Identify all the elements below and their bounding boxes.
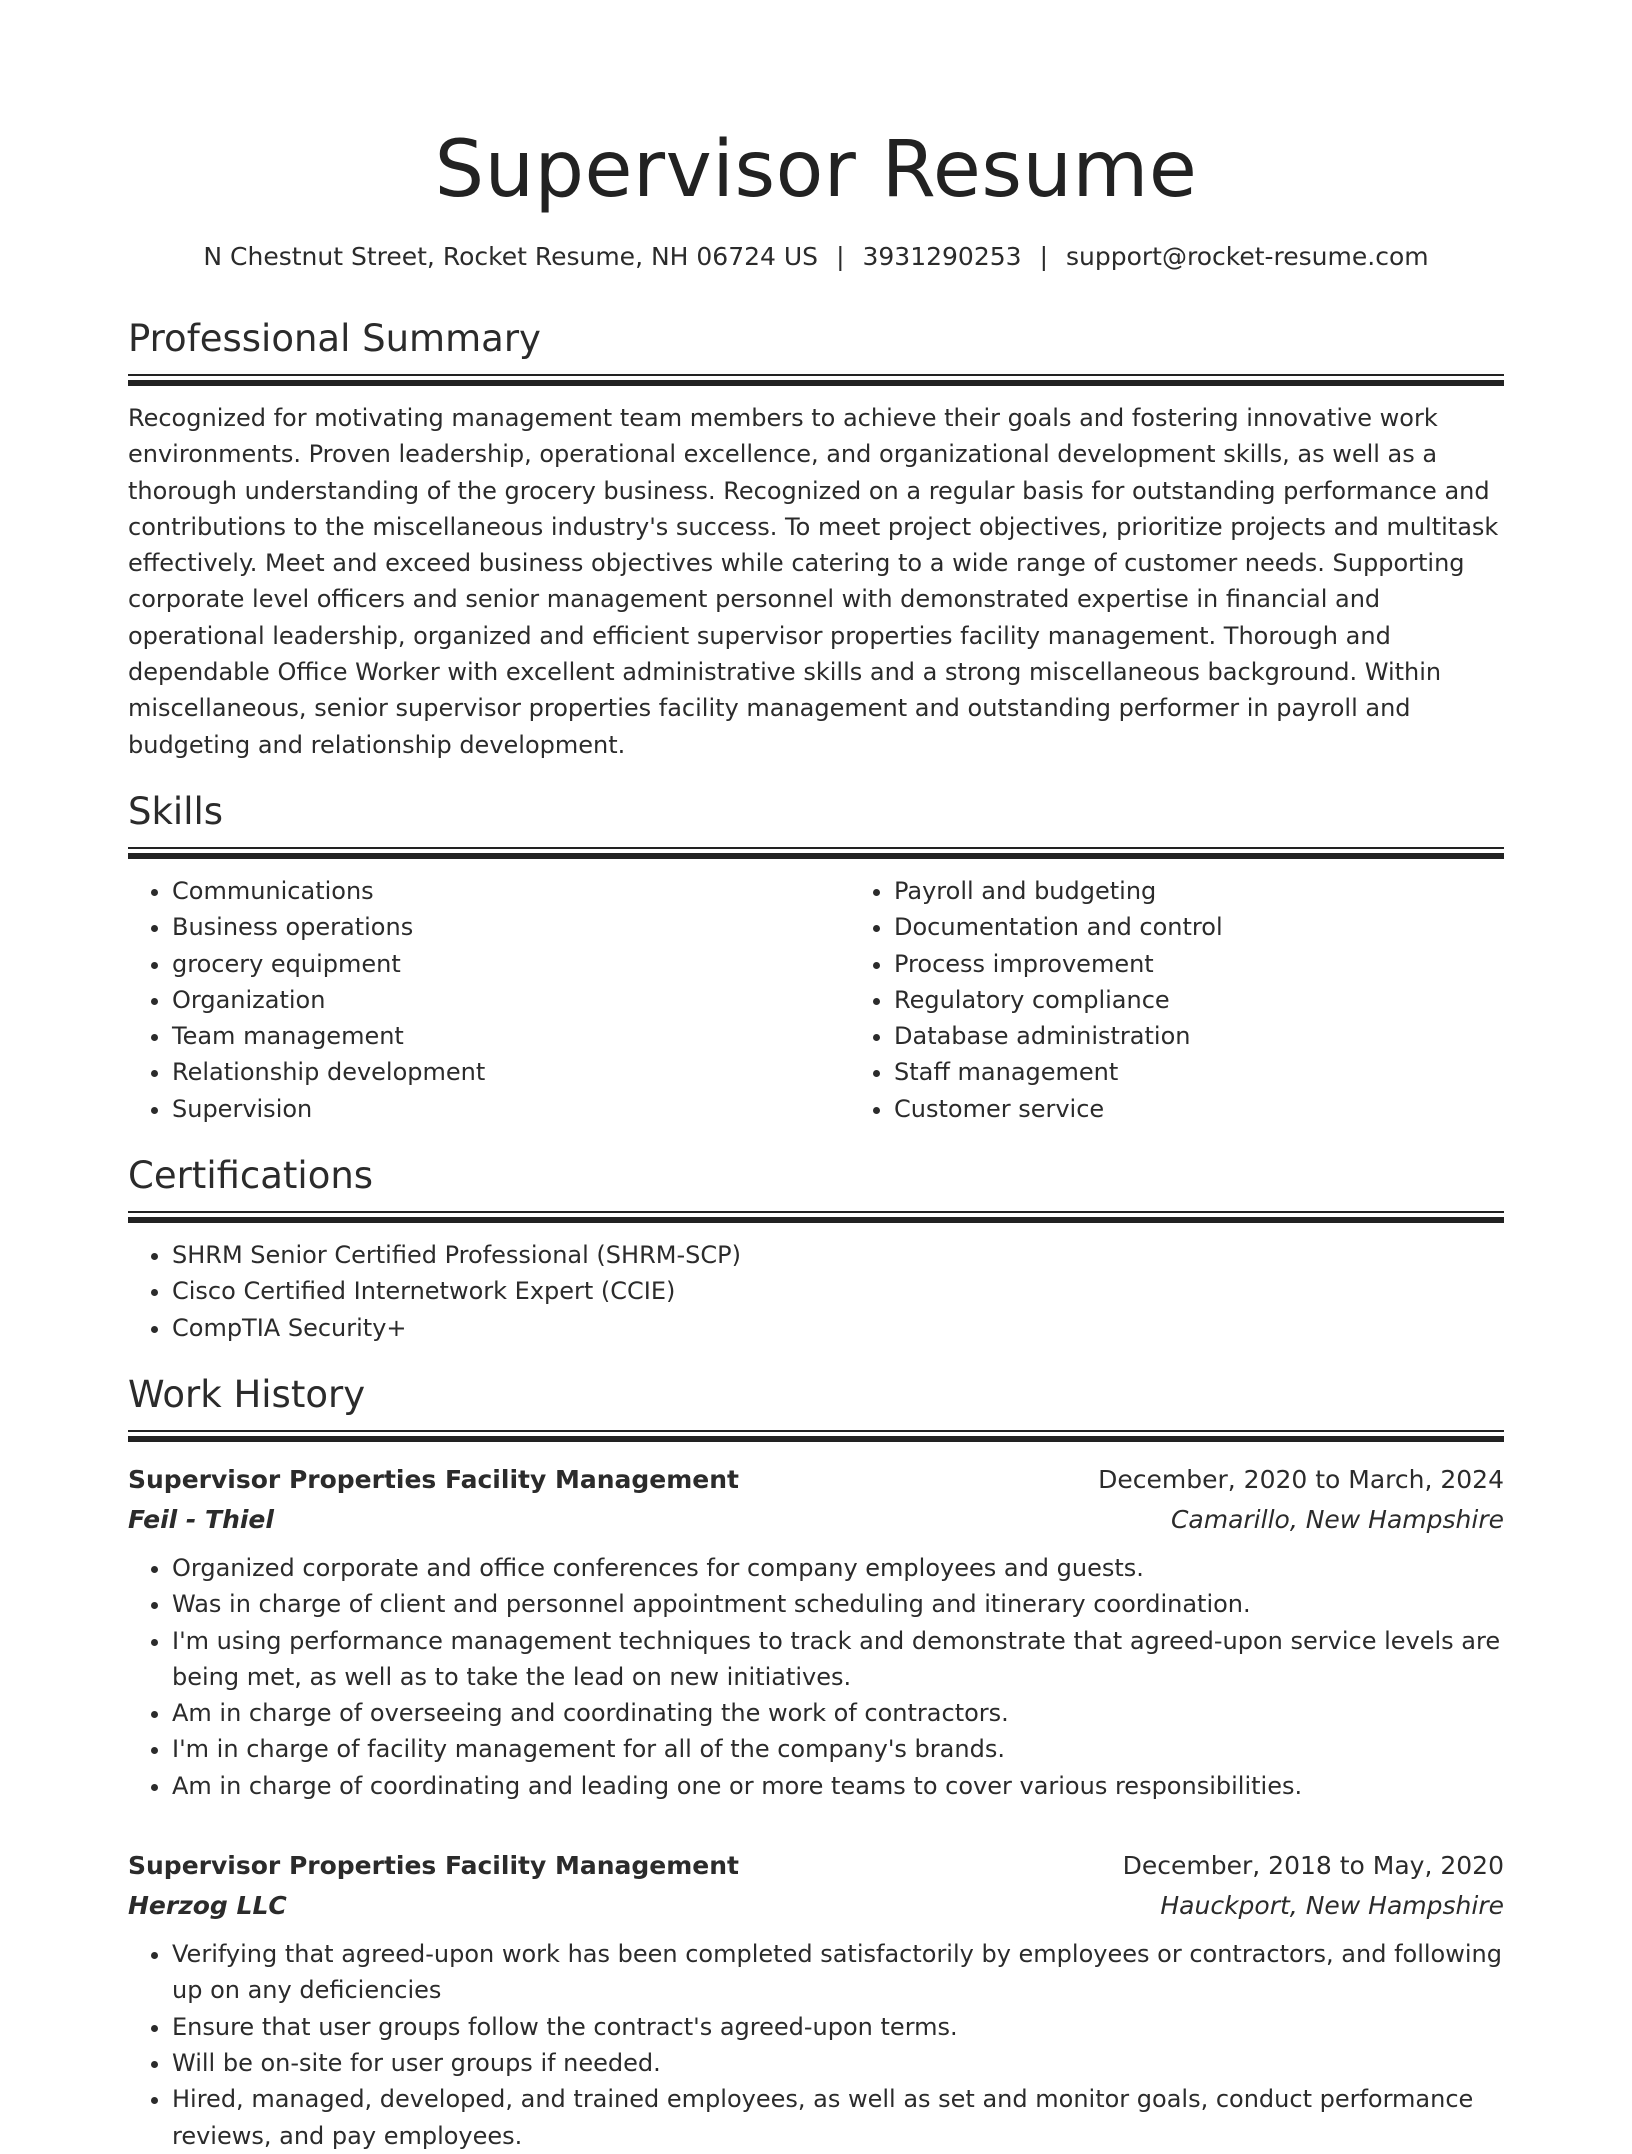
section-divider — [128, 1211, 1504, 1223]
contact-line — [128, 240, 1504, 274]
list-item: • Staff management — [894, 1054, 1504, 1090]
page-title: Supervisor Resume — [434, 125, 1198, 215]
summary-section — [128, 316, 1504, 763]
list-item: • Documentation and control — [894, 909, 1504, 945]
skills-list-left — [128, 873, 850, 1127]
list-item: • CompTIA Security+ — [172, 1310, 1504, 1346]
section-title-work-history: Work History — [128, 1372, 366, 1416]
list-item: • Business operations — [172, 909, 850, 945]
section-divider — [128, 1430, 1504, 1442]
job-dates: December, 2020 to March, 2024 — [1098, 1464, 1504, 1494]
section-title-skills: Skills — [128, 789, 224, 833]
list-item: • Payroll and budgeting — [894, 873, 1504, 909]
phone: 3931290253 — [862, 242, 1022, 271]
job-dates: December, 2018 to May, 2020 — [1122, 1851, 1504, 1881]
job-subheader — [128, 1886, 1504, 1926]
list-item: • Am in charge of overseeing and coordinating the work of contractors. — [172, 1695, 1504, 1731]
list-item: • Will be on-site for user groups if needed. — [172, 2045, 1504, 2081]
separator: | — [1039, 242, 1048, 271]
skills-list-right — [850, 873, 1504, 1127]
job-header — [128, 1460, 1504, 1500]
list-item: • Was in charge of client and personnel appointment scheduling and itinerary coordination. — [172, 1586, 1504, 1622]
job-bullets — [128, 1936, 1504, 2154]
list-item: • Regulatory compliance — [894, 982, 1504, 1018]
job-company: Feil - Thiel — [128, 1504, 274, 1534]
skills-grid — [128, 873, 1504, 1127]
list-item: • Am in charge of coordinating and leading one or more teams to cover various responsibilities. — [172, 1768, 1504, 1804]
list-item: • Supervision — [172, 1091, 850, 1127]
summary-text: Recognized for motivating management team members to achieve their goals and fostering innovative work environments. Proven leadership, operational excellence, and organizational development skills, as well as a thorough understanding of the grocery business. Recognized on a regular basis for outstanding performance and contributions to the miscellaneous industry's success. To meet project objectives, prioritize projects and multitask effectively. Meet and exceed business objectives while catering to a wide range of customer needs. Supporting corporate level officers and senior management personnel with demonstrated expertise in financial and operational leadership, organized and efficient supervisor properties facility management. Thorough and dependable Office Worker with excellent administrative skills and a strong miscellaneous background. Within miscellaneous, senior supervisor properties facility management and outstanding performer in payroll and budgeting and relationship development. — [128, 404, 1499, 759]
skills-section — [128, 789, 1504, 1127]
list-item: • Verifying that agreed-upon work has been completed satisfactorily by employees or contractors, and following up on any deficiencies — [172, 1936, 1504, 2009]
list-item: • Process improvement — [894, 946, 1504, 982]
list-item: • grocery equipment — [172, 946, 850, 982]
email: support@rocket-resume.com — [1066, 242, 1429, 271]
list-item: • Database administration — [894, 1018, 1504, 1054]
job-company: Herzog LLC — [128, 1891, 287, 1921]
section-divider — [128, 374, 1504, 386]
section-title-certifications: Certifications — [128, 1154, 374, 1198]
job-header — [128, 1846, 1504, 1886]
list-item: • I'm in charge of facility management for all of the company's brands. — [172, 1731, 1504, 1767]
list-item: • I'm using performance management techniques to track and demonstrate that agreed-upon service levels are being met, as well as to take the lead on new initiatives. — [172, 1623, 1504, 1696]
job-title: Supervisor Properties Facility Management — [128, 1464, 739, 1494]
certifications-list — [128, 1237, 1504, 1346]
certifications-section — [128, 1153, 1504, 1346]
job-bullets — [128, 1550, 1504, 1804]
job-location: Hauckport, New Hampshire — [1160, 1891, 1504, 1921]
list-item: • Relationship development — [172, 1054, 850, 1090]
work-history-section — [128, 1372, 1504, 2154]
list-item: • Hired, managed, developed, and trained employees, as well as set and monitor goals, conduct performance reviews, and pay employees. — [172, 2081, 1504, 2154]
list-item: • Ensure that user groups follow the contract's agreed-upon terms. — [172, 2009, 1504, 2045]
job-subheader — [128, 1500, 1504, 1540]
address: N Chestnut Street, Rocket Resume, NH 06724 US — [203, 242, 819, 271]
list-item: • Team management — [172, 1018, 850, 1054]
list-item: • SHRM Senior Certified Professional (SHRM-SCP) — [172, 1237, 1504, 1273]
job-entry — [128, 1846, 1504, 2154]
list-item: • Cisco Certified Internetwork Expert (CCIE) — [172, 1273, 1504, 1309]
job-location: Camarillo, New Hampshire — [1170, 1504, 1504, 1534]
section-title-summary: Professional Summary — [128, 317, 541, 360]
list-item: • Organization — [172, 982, 850, 1018]
section-divider — [128, 847, 1504, 859]
separator: | — [836, 242, 845, 271]
list-item: • Communications — [172, 873, 850, 909]
job-title: Supervisor Properties Facility Management — [128, 1851, 739, 1881]
list-item: • Customer service — [894, 1091, 1504, 1127]
list-item: • Organized corporate and office conferences for company employees and guests. — [172, 1550, 1504, 1586]
job-entry — [128, 1460, 1504, 1804]
